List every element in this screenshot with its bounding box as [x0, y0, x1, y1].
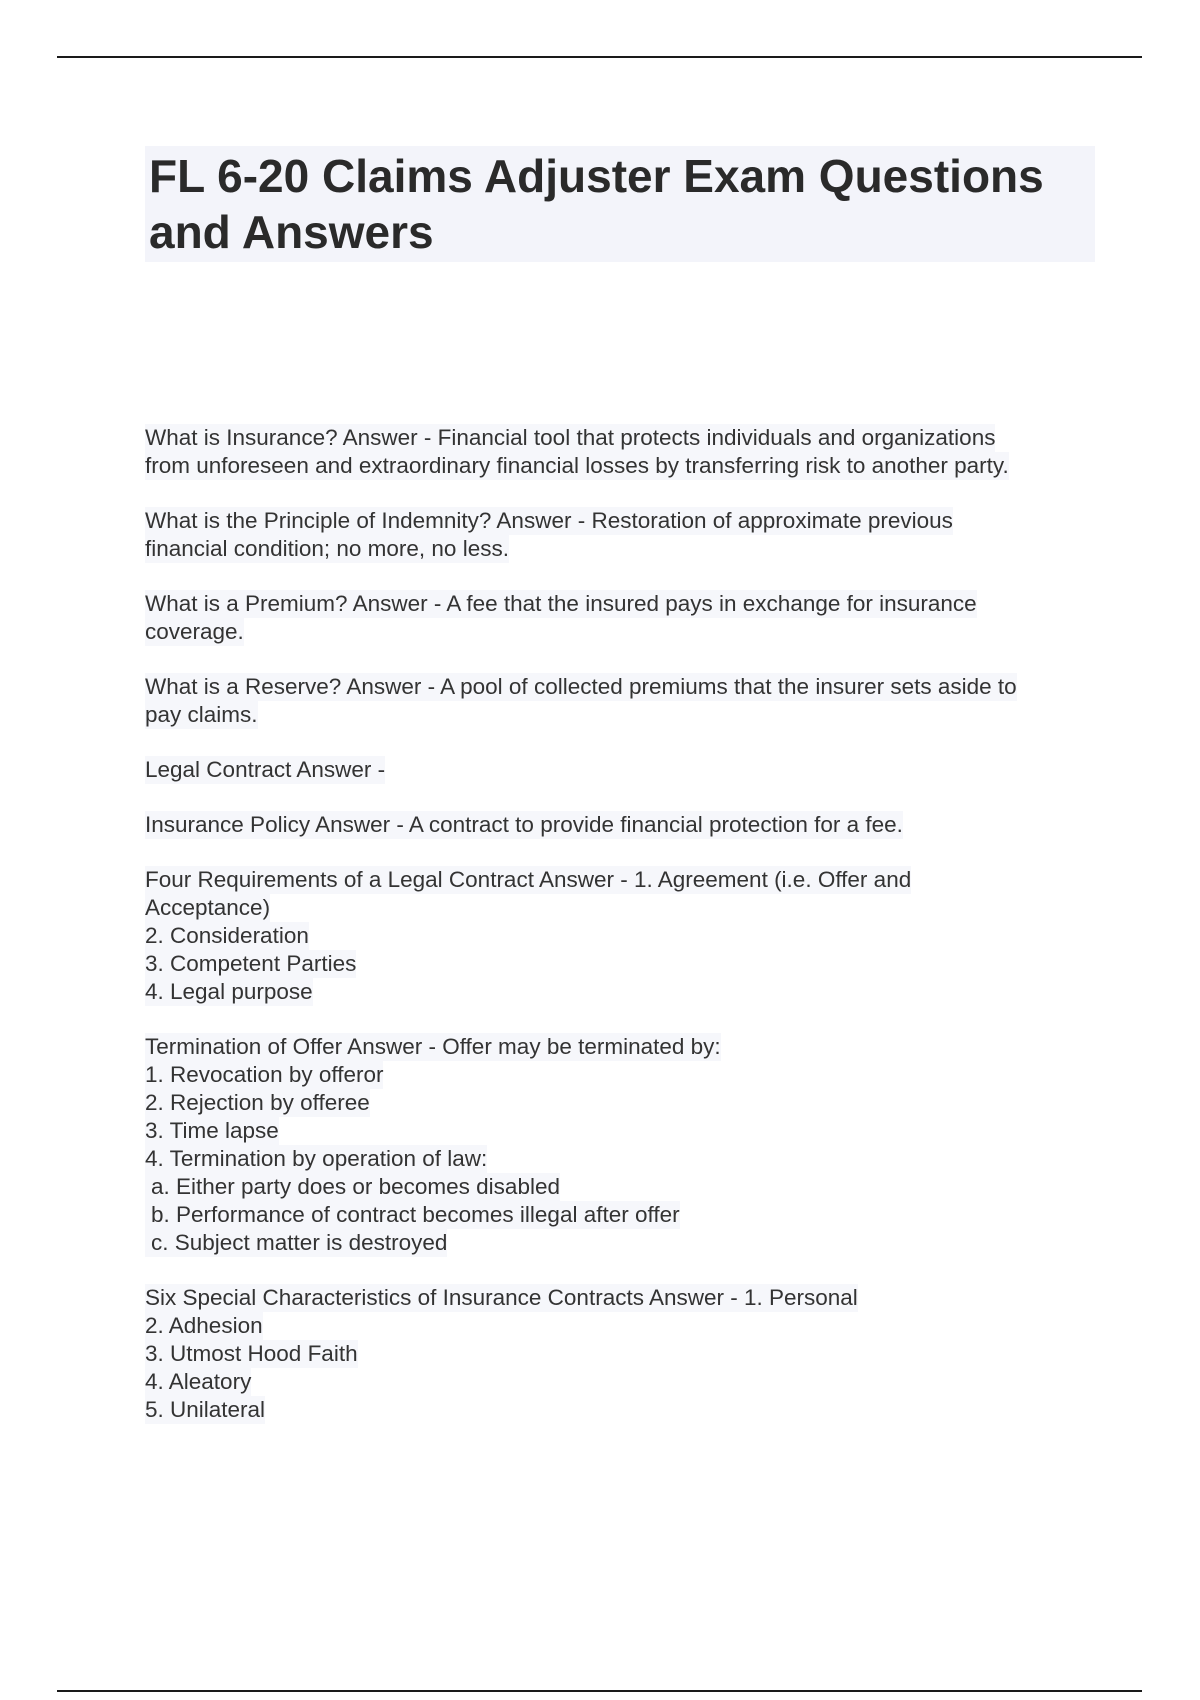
qa-line: Termination of Offer Answer - Offer may be terminated by:	[145, 1034, 721, 1059]
qa-sub-item: a. Either party does or becomes disabled	[145, 1173, 560, 1201]
qa-line: What is a Premium? Answer - A fee that the insured pays in exchange for insurance	[145, 591, 977, 616]
page-title: FL 6-20 Claims Adjuster Exam Questions and Answers	[145, 146, 1095, 262]
qa-entry-termination-of-offer	[145, 1033, 1105, 1257]
qa-list-item: 4. Termination by operation of law:	[145, 1146, 488, 1171]
qa-list-item: 2. Adhesion	[145, 1313, 263, 1338]
qa-list	[145, 424, 1105, 1451]
qa-entry-insurance	[145, 424, 1105, 480]
qa-entry-premium	[145, 590, 1105, 646]
qa-list-item: 4. Legal purpose	[145, 979, 313, 1004]
qa-list-item: 2. Rejection by offeree	[145, 1090, 370, 1115]
qa-list-item: 3. Utmost Hood Faith	[145, 1341, 358, 1366]
qa-list-item: 3. Time lapse	[145, 1118, 279, 1143]
qa-entry-indemnity	[145, 507, 1105, 563]
qa-list-item: 4. Aleatory	[145, 1369, 252, 1394]
qa-line: What is a Reserve? Answer - A pool of collected premiums that the insurer sets aside to	[145, 674, 1017, 699]
qa-entry-six-characteristics	[145, 1284, 1105, 1424]
qa-line: What is Insurance? Answer - Financial tool that protects individuals and organizations	[145, 425, 996, 450]
qa-line: coverage.	[145, 619, 244, 644]
qa-line: pay claims.	[145, 702, 258, 727]
bottom-divider	[57, 1690, 1142, 1692]
qa-line: financial condition; no more, no less.	[145, 536, 509, 561]
qa-line: from unforeseen and extraordinary financial losses by transferring risk to another party.	[145, 453, 1009, 478]
qa-line: Insurance Policy Answer - A contract to provide financial protection for a fee.	[145, 812, 903, 837]
qa-line: What is the Principle of Indemnity? Answer - Restoration of approximate previous	[145, 508, 953, 533]
qa-line: Four Requirements of a Legal Contract Answer - 1. Agreement (i.e. Offer and	[145, 867, 912, 892]
qa-list-item: 2. Consideration	[145, 923, 309, 948]
qa-line: Legal Contract Answer -	[145, 757, 386, 782]
qa-entry-insurance-policy	[145, 811, 1105, 839]
qa-line: Acceptance)	[145, 895, 271, 920]
qa-list-item: 3. Competent Parties	[145, 951, 357, 976]
qa-list-item: 5. Unilateral	[145, 1397, 266, 1422]
qa-list-item: 1. Revocation by offeror	[145, 1062, 384, 1087]
qa-entry-four-requirements	[145, 866, 1105, 1006]
top-divider	[57, 56, 1142, 58]
qa-sub-item: c. Subject matter is destroyed	[145, 1229, 447, 1257]
qa-sub-item: b. Performance of contract becomes illegal after offer	[145, 1201, 680, 1229]
qa-entry-legal-contract	[145, 756, 1105, 784]
qa-line: Six Special Characteristics of Insurance Contracts Answer - 1. Personal	[145, 1285, 858, 1310]
qa-entry-reserve	[145, 673, 1105, 729]
